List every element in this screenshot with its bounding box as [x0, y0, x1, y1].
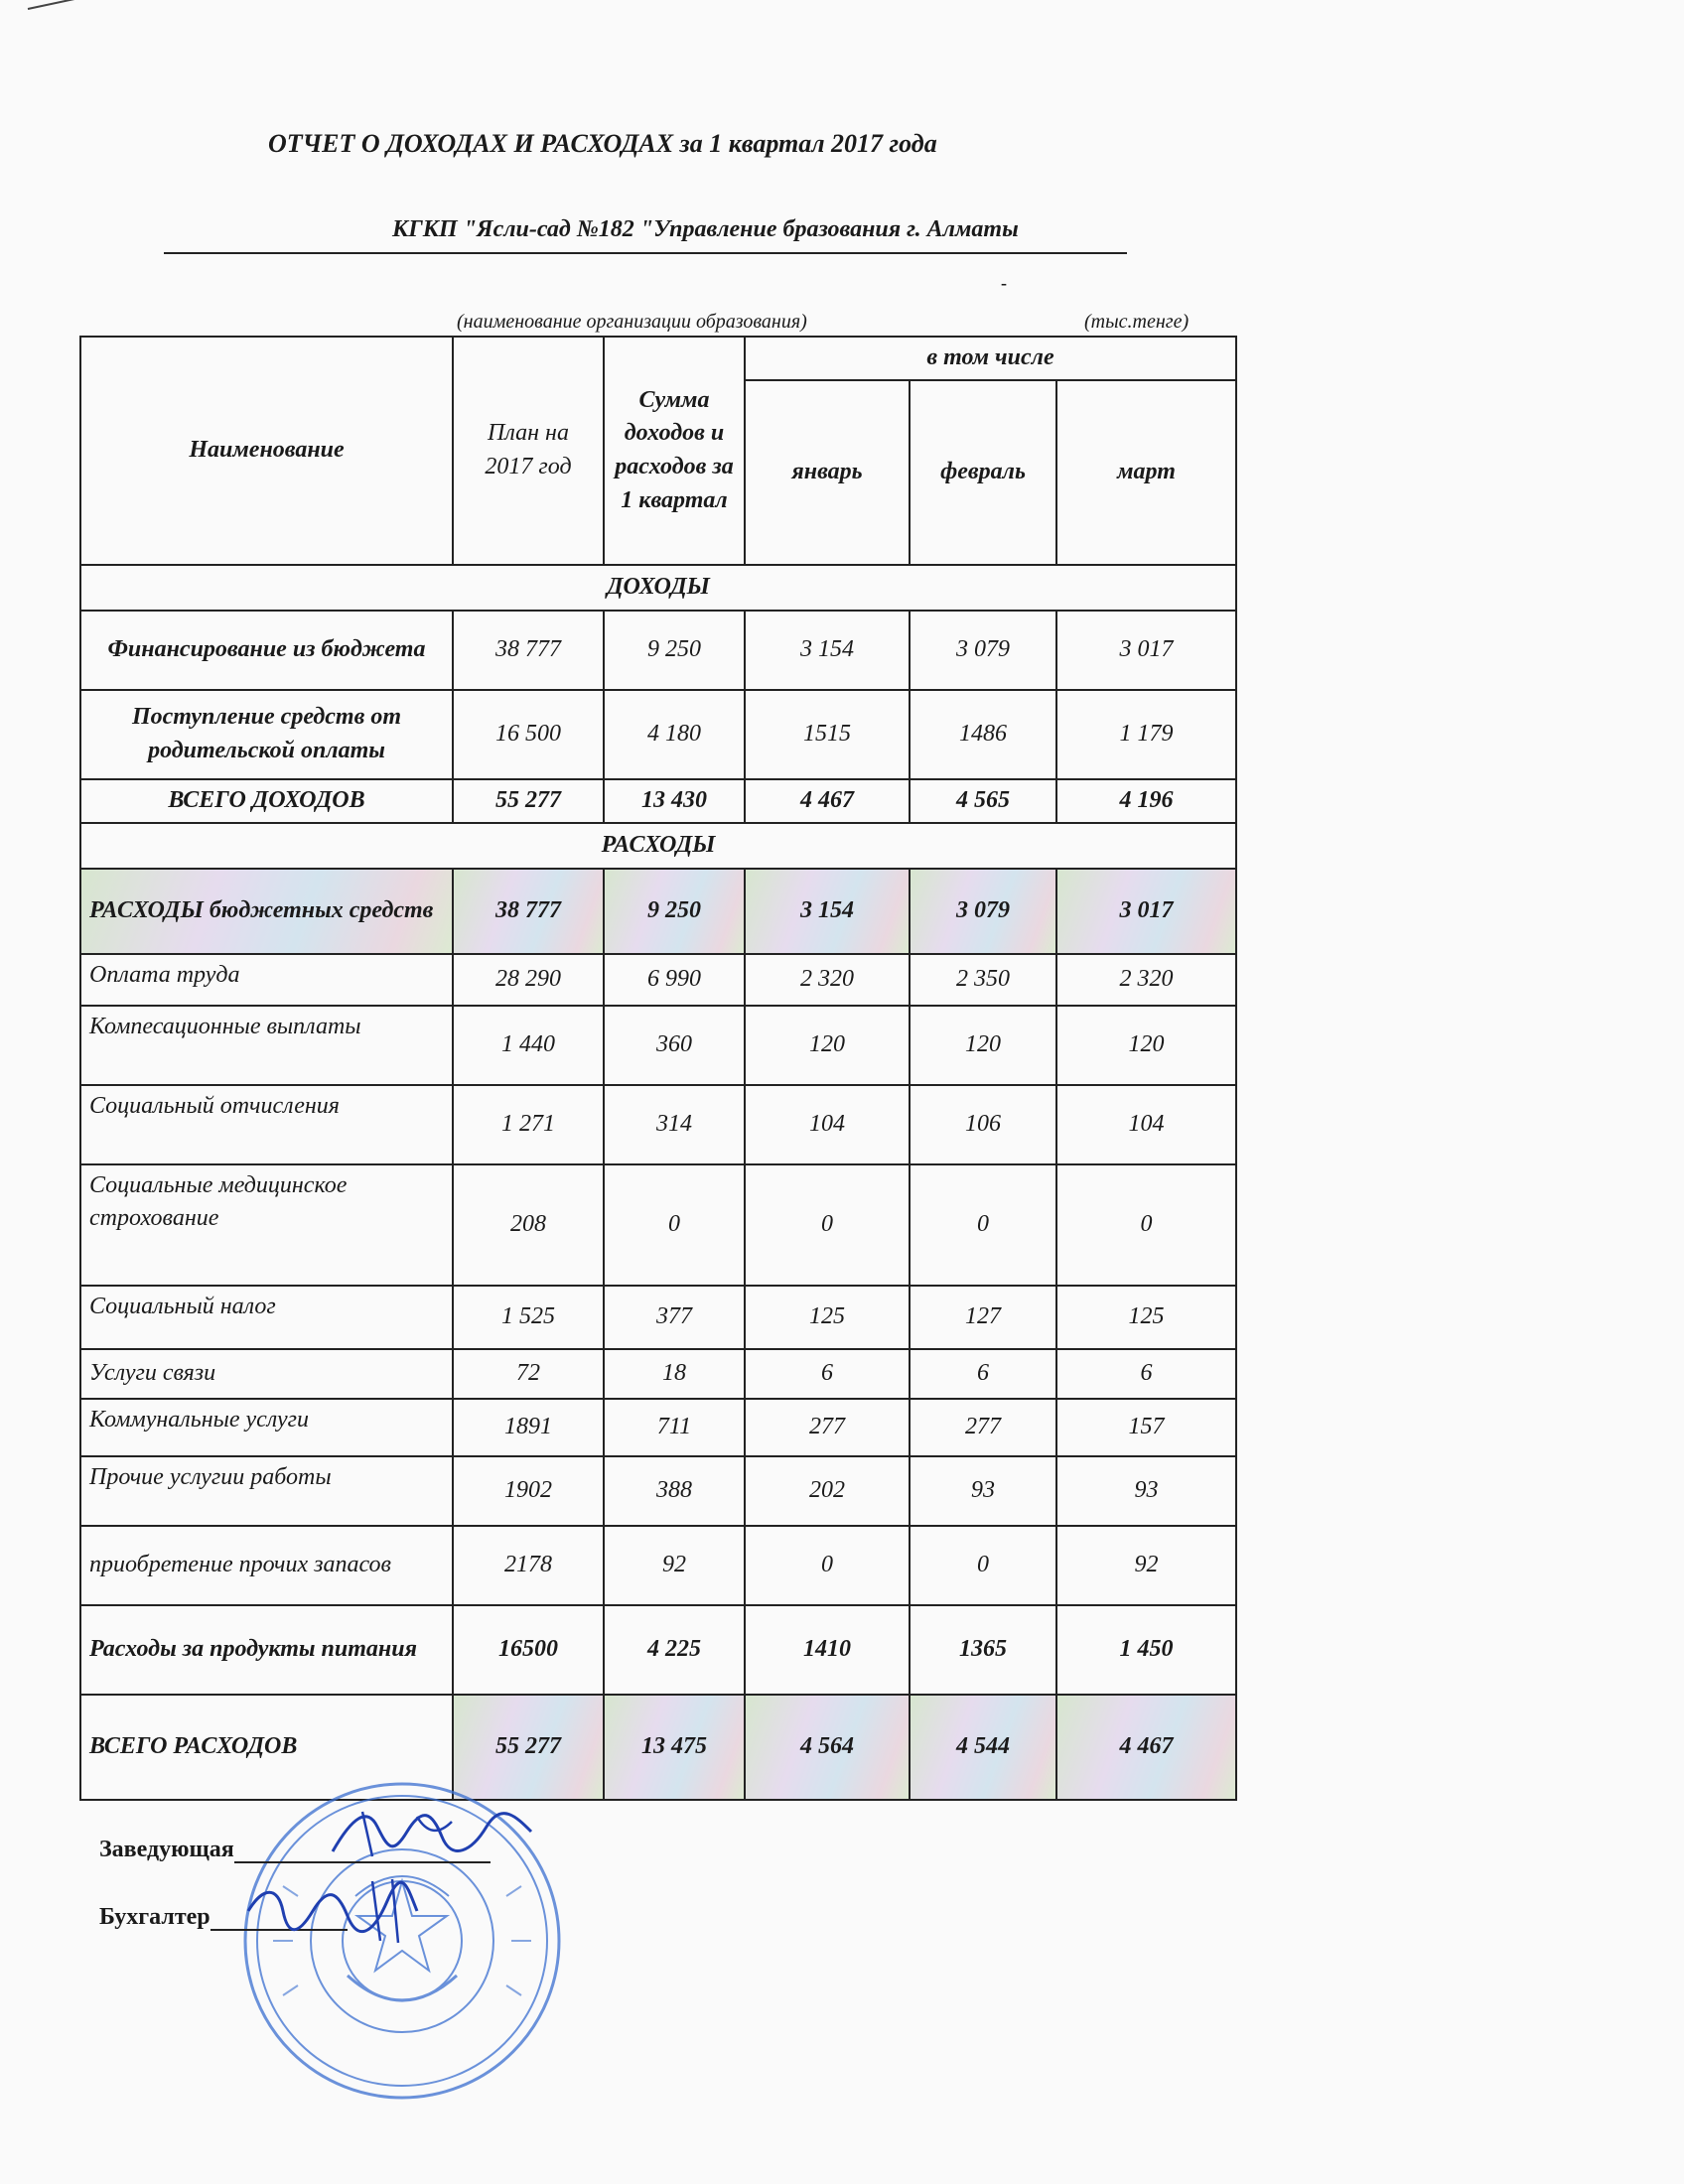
table-row	[80, 1349, 1236, 1399]
cell-february: 106	[910, 1085, 1056, 1164]
income-section-title: ДОХОДЫ	[80, 565, 1236, 611]
row-name: Оплата труда	[80, 954, 453, 1006]
table-row	[80, 1526, 1236, 1605]
row-name: Коммунальные услуги	[80, 1399, 453, 1456]
cell-sum: 9 250	[604, 611, 745, 690]
report-table	[79, 336, 1237, 1801]
cell-march: 2 320	[1056, 954, 1236, 1006]
cell-march: 157	[1056, 1399, 1236, 1456]
table-row	[80, 611, 1236, 690]
cell-january: 0	[745, 1164, 910, 1286]
cell-january: 4 467	[745, 779, 910, 823]
cell-plan: 28 290	[453, 954, 604, 1006]
row-name: Поступление средств от родительской оплаты	[80, 690, 453, 779]
cell-march: 4 196	[1056, 779, 1236, 823]
cell-february: 4 544	[910, 1695, 1056, 1800]
cell-march: 120	[1056, 1006, 1236, 1085]
cell-february: 3 079	[910, 869, 1056, 954]
corner-mark	[28, 0, 145, 10]
units-label: (тыс.тенге)	[1084, 311, 1190, 333]
table-row	[80, 954, 1236, 1006]
row-name: Финансирование из бюджета	[80, 611, 453, 690]
accountant-signature	[243, 1871, 422, 1951]
cell-january: 104	[745, 1085, 910, 1164]
table-row	[80, 690, 1236, 779]
row-name: Компесационные выплаты	[80, 1006, 453, 1085]
cell-january: 3 154	[745, 611, 910, 690]
cell-february: 6	[910, 1349, 1056, 1399]
cell-january: 3 154	[745, 869, 910, 954]
cell-february: 1486	[910, 690, 1056, 779]
cell-march: 92	[1056, 1526, 1236, 1605]
organization-caption: (наименование организации образования)	[457, 311, 807, 333]
cell-sum: 0	[604, 1164, 745, 1286]
cell-plan: 38 777	[453, 869, 604, 954]
row-name: Социальный налог	[80, 1286, 453, 1349]
cell-february: 0	[910, 1526, 1056, 1605]
cell-sum: 92	[604, 1526, 745, 1605]
table-row	[80, 1456, 1236, 1526]
report-title: ОТЧЕТ О ДОХОДАХ И РАСХОДАХ за 1 квартал 2017 года	[268, 129, 937, 158]
header-march: март	[1056, 380, 1236, 565]
cell-sum: 4 225	[604, 1605, 745, 1695]
cell-sum: 711	[604, 1399, 745, 1456]
cell-plan: 72	[453, 1349, 604, 1399]
row-name: Социальный отчисления	[80, 1085, 453, 1164]
header-name: Наименование	[80, 337, 453, 565]
row-name: приобретение прочих запасов	[80, 1526, 453, 1605]
head-label: Заведующая	[99, 1837, 234, 1862]
header-february: февраль	[910, 380, 1056, 565]
cell-february: 0	[910, 1164, 1056, 1286]
cell-february: 3 079	[910, 611, 1056, 690]
row-name: Услуги связи	[80, 1349, 453, 1399]
organization-name: КГКП "Ясли-сад №182 "Управление бразования г. Алматы	[392, 216, 1019, 242]
header-sum: Сумма доходов и расходов за 1 квартал	[604, 337, 745, 565]
row-name: РАСХОДЫ бюджетных средств	[80, 869, 453, 954]
cell-january: 277	[745, 1399, 910, 1456]
cell-march: 4 467	[1056, 1695, 1236, 1800]
row-name: ВСЕГО ДОХОДОВ	[80, 779, 453, 823]
table-row	[80, 1399, 1236, 1456]
cell-january: 1515	[745, 690, 910, 779]
expense-section-title: РАСХОДЫ	[80, 823, 1236, 869]
cell-sum: 6 990	[604, 954, 745, 1006]
cell-plan: 38 777	[453, 611, 604, 690]
cell-january: 2 320	[745, 954, 910, 1006]
cell-march: 104	[1056, 1085, 1236, 1164]
cell-february: 93	[910, 1456, 1056, 1526]
income-total-row	[80, 779, 1236, 823]
table-row	[80, 1286, 1236, 1349]
table-row	[80, 1164, 1236, 1286]
cell-march: 1 450	[1056, 1605, 1236, 1695]
cell-plan: 55 277	[453, 779, 604, 823]
cell-plan: 1891	[453, 1399, 604, 1456]
cell-january: 6	[745, 1349, 910, 1399]
cell-sum: 9 250	[604, 869, 745, 954]
accountant-label: Бухгалтер	[99, 1904, 210, 1930]
income-section-row	[80, 565, 1236, 611]
cell-sum: 377	[604, 1286, 745, 1349]
cell-march: 125	[1056, 1286, 1236, 1349]
cell-january: 125	[745, 1286, 910, 1349]
cell-plan: 1 525	[453, 1286, 604, 1349]
cell-plan: 2178	[453, 1526, 604, 1605]
cell-january: 0	[745, 1526, 910, 1605]
table-row	[80, 869, 1236, 954]
cell-sum: 4 180	[604, 690, 745, 779]
row-name: Прочие услугии работы	[80, 1456, 453, 1526]
row-name: Расходы за продукты питания	[80, 1605, 453, 1695]
cell-february: 120	[910, 1006, 1056, 1085]
table-row	[80, 1085, 1236, 1164]
cell-january: 120	[745, 1006, 910, 1085]
expense-section-row	[80, 823, 1236, 869]
cell-plan: 208	[453, 1164, 604, 1286]
cell-february: 127	[910, 1286, 1056, 1349]
head-signature	[323, 1797, 541, 1876]
cell-march: 6	[1056, 1349, 1236, 1399]
cell-march: 3 017	[1056, 869, 1236, 954]
cell-sum: 314	[604, 1085, 745, 1164]
cell-plan: 16500	[453, 1605, 604, 1695]
cell-sum: 18	[604, 1349, 745, 1399]
cell-march: 3 017	[1056, 611, 1236, 690]
cell-march: 0	[1056, 1164, 1236, 1286]
cell-plan: 16 500	[453, 690, 604, 779]
cell-plan: 55 277	[453, 1695, 604, 1800]
cell-sum: 360	[604, 1006, 745, 1085]
stray-mark: -	[1001, 273, 1007, 293]
cell-february: 277	[910, 1399, 1056, 1456]
cell-sum: 388	[604, 1456, 745, 1526]
cell-january: 4 564	[745, 1695, 910, 1800]
cell-sum: 13 430	[604, 779, 745, 823]
cell-january: 202	[745, 1456, 910, 1526]
table-row	[80, 1605, 1236, 1695]
cell-plan: 1902	[453, 1456, 604, 1526]
cell-march: 93	[1056, 1456, 1236, 1526]
header-including: в том числе	[745, 337, 1236, 380]
cell-plan: 1 440	[453, 1006, 604, 1085]
cell-sum: 13 475	[604, 1695, 745, 1800]
header-january: январь	[745, 380, 910, 565]
cell-february: 1365	[910, 1605, 1056, 1695]
cell-march: 1 179	[1056, 690, 1236, 779]
row-name: Социальные медицинское строхование	[80, 1164, 453, 1286]
cell-february: 2 350	[910, 954, 1056, 1006]
cell-february: 4 565	[910, 779, 1056, 823]
cell-january: 1410	[745, 1605, 910, 1695]
cell-plan: 1 271	[453, 1085, 604, 1164]
header-plan: План на 2017 год	[453, 337, 604, 565]
row-name: ВСЕГО РАСХОДОВ	[80, 1695, 453, 1800]
table-row	[80, 1006, 1236, 1085]
